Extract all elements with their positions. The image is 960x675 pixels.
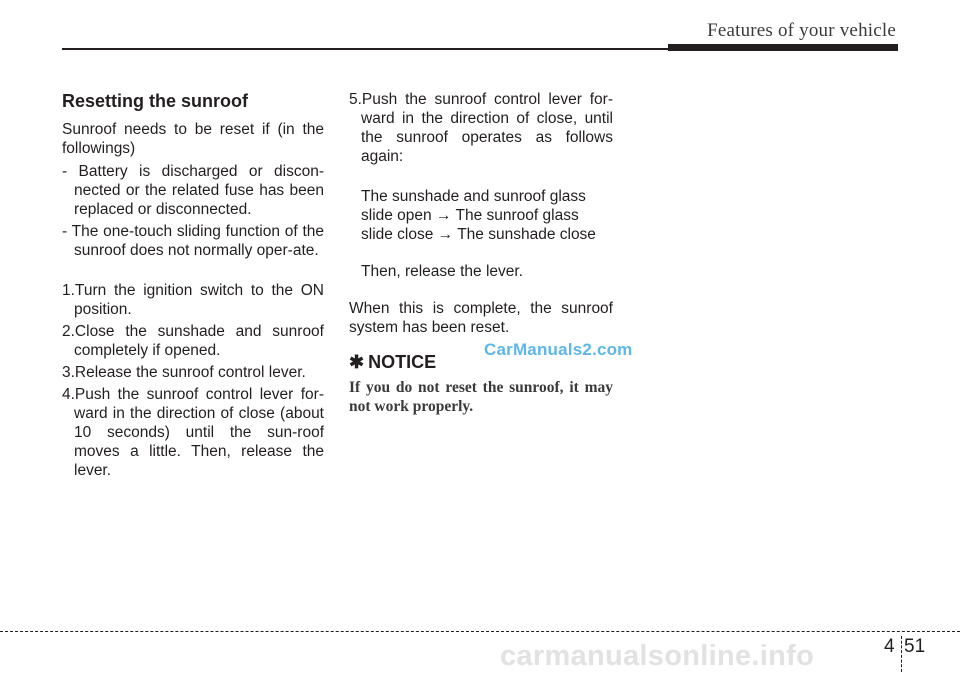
spacer [349,281,613,299]
watermark-carmanuals2: CarManuals2.com [484,340,633,359]
middle-column [349,90,613,416]
notice-body: If you do not reset the sunroof, it may not work properly. [349,379,613,415]
page-number-divider [901,636,902,672]
spacer [349,169,613,187]
spacer [349,244,613,262]
footer-rule [0,631,960,632]
step-item: 2.Close the sunshade and sunroof completely if opened. [62,323,324,359]
page-number: 51 [904,636,926,657]
bullet-item: - The one-touch sliding function of the sunroof does not normally oper-ate. [62,223,324,259]
step-item: 3.Release the sunroof control lever. [62,364,306,381]
header-rule-accent [668,44,898,51]
step-item: 5.Push the sunroof control lever for-ward in the direction of close, until the sunroof operates as follows again: [349,91,613,165]
complete-text: When this is complete, the sunroof system has been reset. [349,300,613,336]
spacer [62,263,324,281]
section-title: Resetting the sunroof [62,91,249,111]
release-text: Then, release the lever. [361,263,523,280]
bullet-item: - Battery is discharged or discon-nected or the related fuse has been replaced or disconnected. [62,163,324,218]
chapter-number: 4 [884,636,895,657]
header-rule [62,48,668,50]
left-column [62,90,324,483]
intro-text: Sunroof needs to be reset if (in the followings) [62,121,324,157]
sequence-text: The sunshade and sunroof glass slide open → The sunroof glass slide close → The sunshade close [361,188,596,243]
step-item: 1.Turn the ignition switch to the ON position. [62,282,324,318]
watermark-carmanualsonline: carmanualsonline.info [500,640,815,672]
notice-title: NOTICE [368,352,437,372]
header-title: Features of your vehicle [707,20,896,41]
step-item: 4.Push the sunroof control lever for-ward in the direction of close (about 10 seconds) until the sun-roof moves a little. Then, release the lever. [62,386,324,479]
notice-star-icon: ✱ [349,352,365,372]
